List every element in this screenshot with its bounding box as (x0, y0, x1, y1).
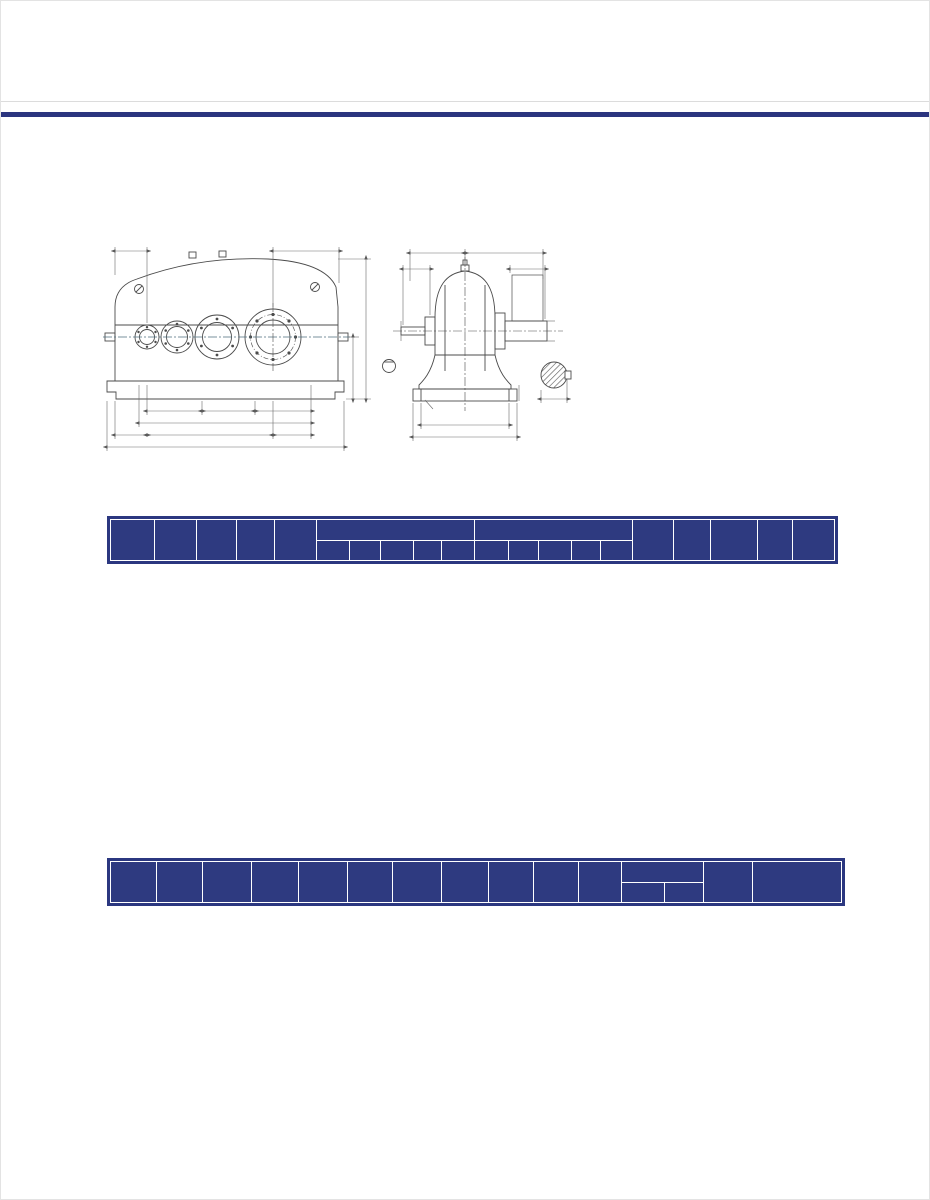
front-view-drawing (103, 229, 381, 461)
col-header-m2 (252, 862, 298, 902)
front-housing (103, 251, 350, 399)
col-header-b2 (758, 520, 792, 560)
col-header-spec (111, 520, 154, 560)
col-header-oil (753, 862, 841, 902)
col-header-d1m6 (633, 520, 673, 560)
sub-header-t1 (601, 541, 633, 560)
col-group-i1 (317, 520, 474, 540)
sub-header-b1 (414, 541, 442, 560)
col-header-e1 (442, 862, 488, 902)
assembly-forms (595, 225, 841, 231)
col-header-L2 (711, 520, 757, 560)
col-header-m3 (299, 862, 347, 902)
col-header-n1 (348, 862, 392, 902)
col-header-l2 (674, 520, 710, 560)
col-group-i2 (475, 520, 632, 540)
sub-header-d1 (317, 541, 350, 560)
top-divider (1, 101, 930, 102)
sub-header-l1 (509, 541, 539, 560)
side-view-drawing (373, 223, 611, 461)
sub-header-L1 (539, 541, 571, 560)
dimensions-table-2 (107, 858, 845, 906)
sub-header-d1 (475, 541, 508, 560)
sub-header-l1 (350, 541, 380, 560)
sub-header-b1 (572, 541, 600, 560)
col-header-e3 (534, 862, 578, 902)
col-header-h (579, 862, 621, 902)
col-header-spec (111, 862, 156, 902)
col-header-A (155, 520, 196, 560)
dimensions-table-1 (107, 516, 838, 564)
col-header-m1 (203, 862, 251, 902)
col-header-B (197, 520, 236, 560)
sub-header-n (665, 883, 703, 902)
col-header-e2 (489, 862, 533, 902)
col-header-n2 (393, 862, 441, 902)
navy-rule (1, 112, 930, 117)
col-header-a (275, 520, 316, 560)
sub-header-d3 (622, 883, 664, 902)
col-header-H (237, 520, 274, 560)
side-housing (383, 257, 572, 411)
col-header-t2 (793, 520, 834, 560)
sub-header-t1 (442, 541, 474, 560)
col-header-weight (704, 862, 752, 902)
col-group-bolt-holes (622, 862, 703, 882)
col-header-C (157, 862, 202, 902)
sub-header-L1 (381, 541, 413, 560)
